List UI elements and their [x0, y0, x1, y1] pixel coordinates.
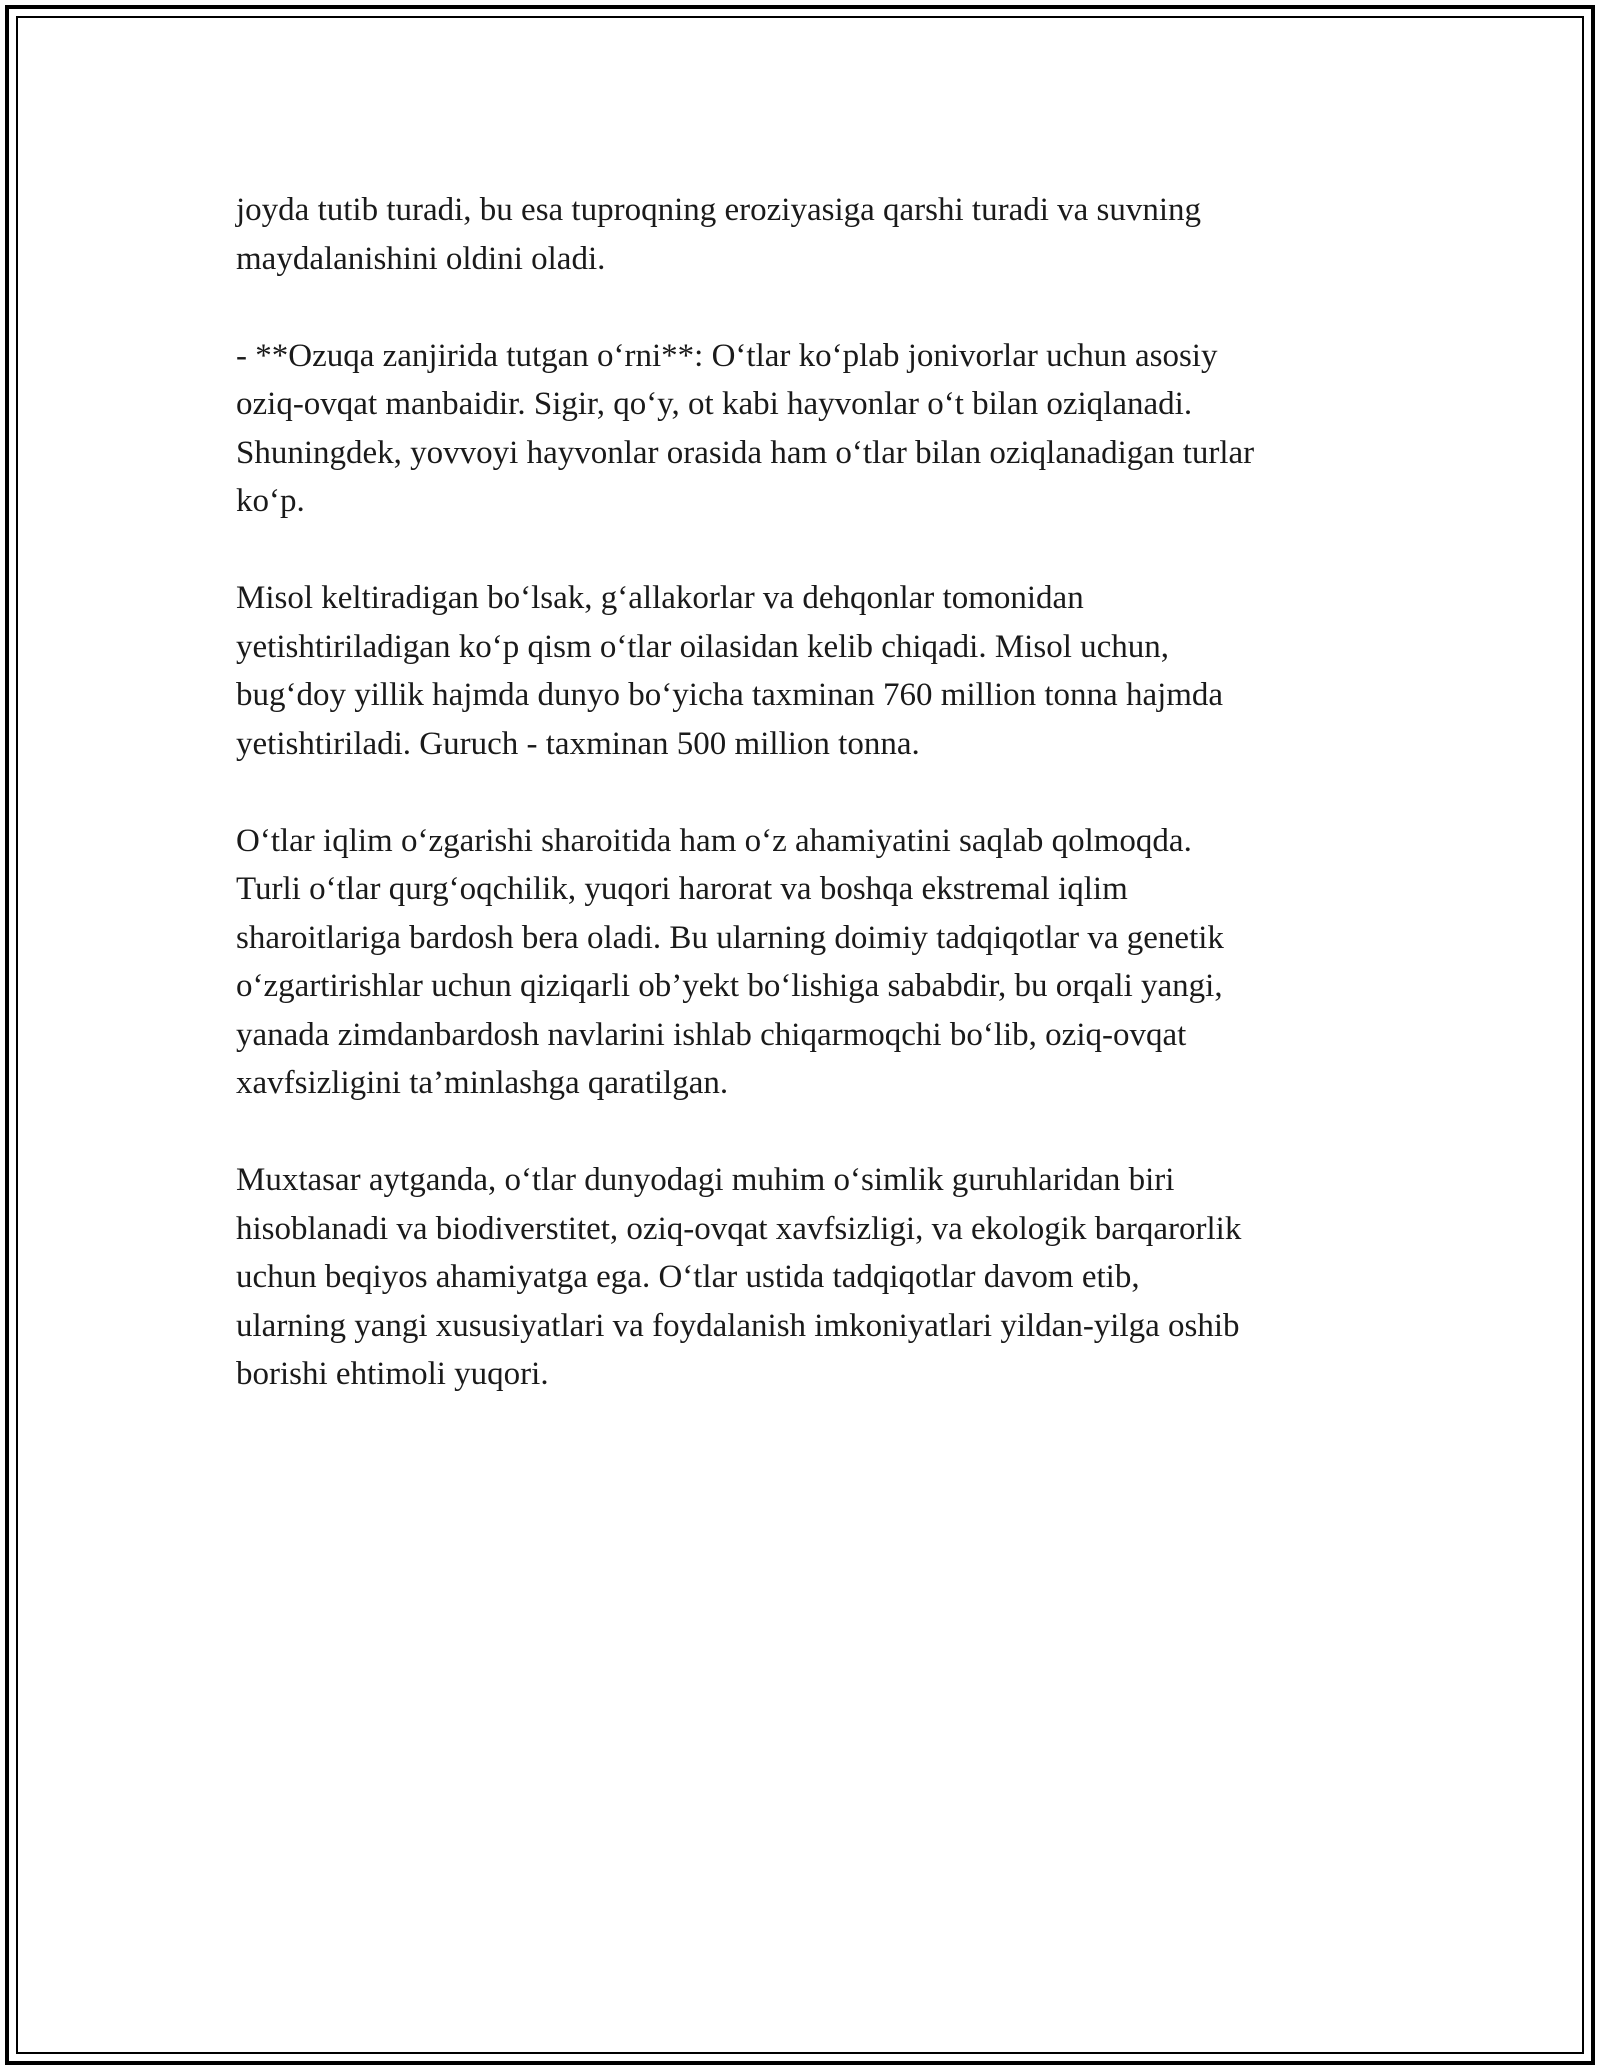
text-line: o‘zgartirishlar uchun qiziqarli ob’yekt bo‘lishiga sababdir, bu orqali yangi,	[236, 968, 1223, 1004]
text-line: maydalanishini oldini oladi.	[236, 240, 606, 277]
text-line: - **Ozuqa zanjirida tutgan o‘rni**: O‘tlar ko‘plab jonivorlar uchun asosiy	[236, 337, 1218, 374]
paragraph-5	[236, 1156, 1386, 1399]
text-line: yetishtiriladigan ko‘p qism o‘tlar oilasidan kelib chiqadi. Misol uchun,	[236, 628, 1170, 665]
text-line: xavfsizligini ta’minlashga qaratilgan.	[236, 1065, 729, 1101]
text-line: yetishtiriladi. Guruch - taxminan 500 million tonna.	[236, 725, 920, 762]
paragraph-3	[236, 574, 1386, 768]
paragraph-1	[236, 186, 1386, 283]
text-line: bug‘doy yillik hajmda dunyo bo‘yicha taxminan 760 million tonna hajmda	[236, 677, 1224, 713]
text-line: Turli o‘tlar qurg‘oqchilik, yuqori harorat va boshqa ekstremal iqlim	[236, 871, 1128, 907]
text-line: uchun beqiyos ahamiyatga ega. O‘tlar ustida tadqiqotlar davom etib,	[236, 1259, 1140, 1295]
text-line: oziq-ovqat manbaidir. Sigir, qo‘y, ot kabi hayvonlar o‘t bilan oziqlanadi.	[236, 386, 1193, 422]
text-line: Muxtasar aytganda, o‘tlar dunyodagi muhim o‘simlik guruhlaridan biri	[236, 1162, 1175, 1198]
paragraph-2	[236, 332, 1386, 526]
text-line: ularning yangi xususiyatlari va foydalanish imkoniyatlari yildan-yilga oshib	[236, 1307, 1240, 1344]
text-line: borishi ehtimoli yuqori.	[236, 1356, 549, 1392]
document-body	[236, 186, 1386, 1447]
text-line: yanada zimdanbardosh navlarini ishlab chiqarmoqchi bo‘lib, oziq-ovqat	[236, 1016, 1187, 1053]
text-line: O‘tlar iqlim o‘zgarishi sharoitida ham o‘z ahamiyatini saqlab qolmoqda.	[236, 822, 1192, 859]
text-line: Shuningdek, yovvoyi hayvonlar orasida ham o‘tlar bilan oziqlanadigan turlar	[236, 434, 1255, 471]
text-line: Misol keltiradigan bo‘lsak, g‘allakorlar va dehqonlar tomonidan	[236, 580, 1084, 616]
text-line: joyda tutib turadi, bu esa tuproqning eroziyasiga qarshi turadi va suvning	[236, 192, 1202, 228]
paragraph-4	[236, 817, 1386, 1108]
text-line: ko‘p.	[236, 483, 305, 519]
text-line: hisoblanadi va biodiverstitet, oziq-ovqat xavfsizligi, va ekologik barqarorlik	[236, 1210, 1242, 1247]
text-line: sharoitlariga bardosh bera oladi. Bu ularning doimiy tadqiqotlar va genetik	[236, 919, 1224, 956]
